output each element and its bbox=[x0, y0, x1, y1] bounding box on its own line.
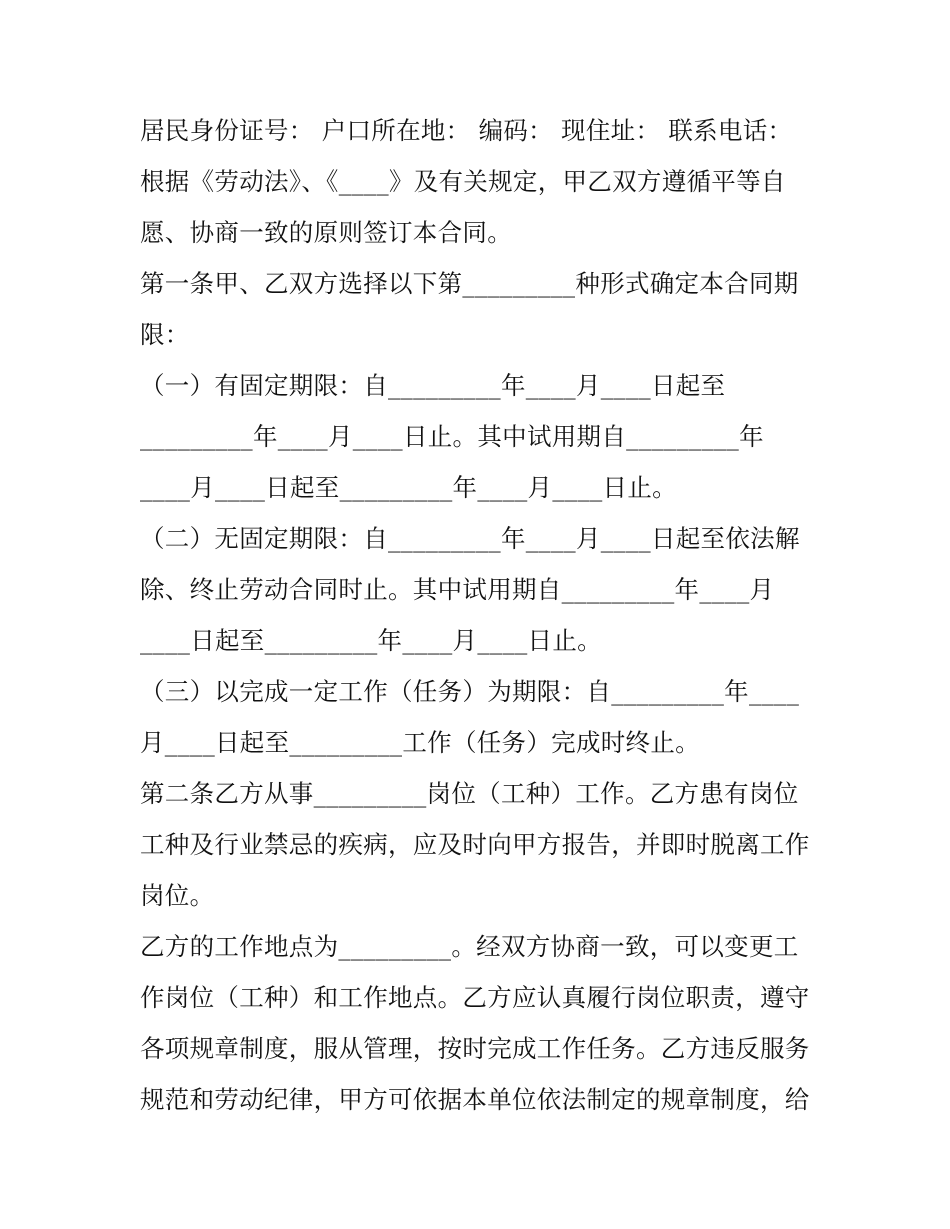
text-line: 根据《劳动法》、《____》及有关规定，甲乙双方遵循平等自 bbox=[140, 167, 786, 196]
text-line: 居民身份证号： 户口所在地： 编码： 现住址： 联系电话： bbox=[140, 116, 793, 145]
text-line: 各项规章制度，服从管理，按时完成工作任务。乙方违反服务 bbox=[140, 1034, 810, 1063]
text-line: 愿、协商一致的原则签订本合同。 bbox=[140, 218, 512, 247]
text-line: ____月____日起至_________年____月____日止。 bbox=[140, 473, 677, 502]
text-line: _________年____月____日止。其中试用期自_________年 bbox=[140, 422, 764, 451]
text-line: ____日起至_________年____月____日止。 bbox=[140, 626, 602, 655]
text-line: 除、终止劳动合同时止。其中试用期自_________年____月 bbox=[140, 575, 775, 604]
text-line: （一）有固定期限：自_________年____月____日起至 bbox=[140, 371, 726, 400]
document-page bbox=[140, 105, 820, 1125]
text-line: 工种及行业禁忌的疾病，应及时向甲方报告，并即时脱离工作 bbox=[140, 830, 810, 859]
text-line: 月____日起至_________工作（任务）完成时终止。 bbox=[140, 728, 700, 757]
text-line: 规范和劳动纪律，甲方可依据本单位依法制定的规章制度，给 bbox=[140, 1085, 810, 1114]
text-line: 岗位。 bbox=[140, 881, 215, 910]
text-line: （二）无固定期限：自_________年____月____日起至依法解 bbox=[140, 524, 800, 553]
text-line: 第一条甲、乙双方选择以下第_________种形式确定本合同期 bbox=[140, 269, 799, 298]
text-line: 乙方的工作地点为_________。经双方协商一致，可以变更工 bbox=[140, 932, 799, 961]
text-line: 作岗位（工种）和工作地点。乙方应认真履行岗位职责，遵守 bbox=[140, 983, 810, 1012]
text-line: 第二条乙方从事_________岗位（工种）工作。乙方患有岗位 bbox=[140, 779, 799, 808]
text-line: （三）以完成一定工作（任务）为期限：自_________年____ bbox=[140, 677, 800, 706]
text-line: 限： bbox=[140, 320, 190, 349]
